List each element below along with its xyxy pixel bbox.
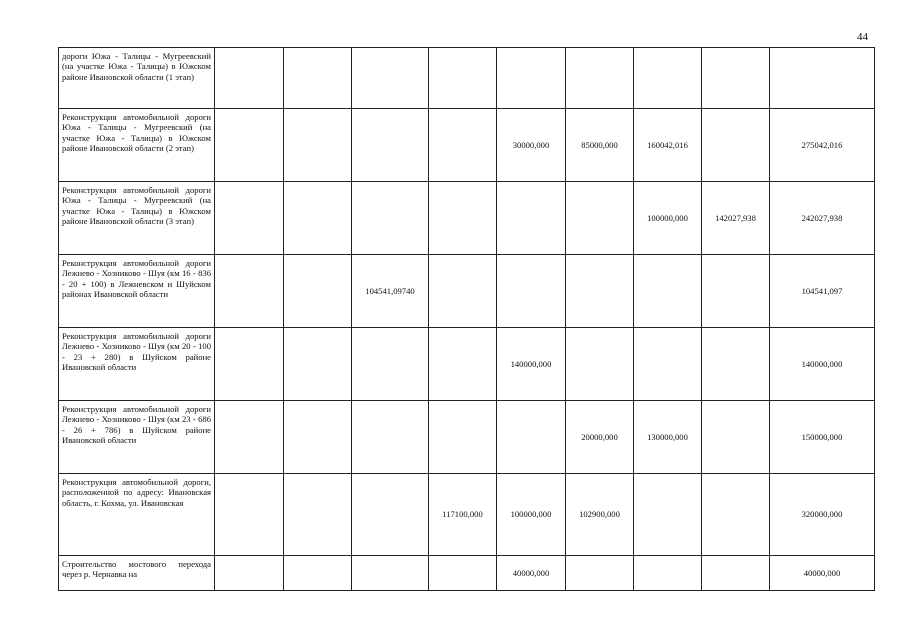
value-cell	[284, 109, 352, 182]
value-cell: 102900,000	[566, 474, 634, 556]
value-cell	[215, 255, 284, 328]
total-cell: 150000,000	[770, 401, 875, 474]
value-cell	[215, 401, 284, 474]
value-cell	[429, 182, 497, 255]
table-row	[59, 109, 875, 182]
value-cell	[429, 255, 497, 328]
value-cell	[284, 48, 352, 109]
value-cell	[566, 48, 634, 109]
total-cell: 242027,938	[770, 182, 875, 255]
value-cell: 100000,000	[497, 474, 566, 556]
total-cell	[770, 48, 875, 109]
value-cell	[284, 182, 352, 255]
value-cell: 117100,000	[429, 474, 497, 556]
value-cell	[352, 109, 429, 182]
value-cell	[352, 401, 429, 474]
project-name-cell: Реконструкция автомобильной дороги Южа - Талицы - Мугреевский (на участке Южа - Талицы) в Южском районе Ивановской области (3 этап)	[59, 182, 215, 255]
budget-table	[58, 47, 875, 591]
table-row	[59, 401, 875, 474]
table-row	[59, 328, 875, 401]
value-cell	[284, 328, 352, 401]
value-cell	[702, 328, 770, 401]
value-cell	[352, 474, 429, 556]
value-cell	[284, 556, 352, 591]
project-name-cell: Реконструкция автомобильной дороги Южа - Талицы - Мугреевский (на участке Южа - Талицы) в Южском районе Ивановской области (2 этап)	[59, 109, 215, 182]
total-cell: 140000,000	[770, 328, 875, 401]
value-cell	[497, 255, 566, 328]
project-name-cell: дороги Южа - Талицы - Мугреевский (на участке Южа - Талицы) в Южском районе Ивановской области (1 этап)	[59, 48, 215, 109]
value-cell	[566, 328, 634, 401]
value-cell	[634, 474, 702, 556]
project-name-cell: Реконструкция автомобильной дороги, расположенной по адресу: Ивановская область, г. Кохма, ул. Ивановская	[59, 474, 215, 556]
value-cell	[352, 48, 429, 109]
value-cell: 20000,000	[566, 401, 634, 474]
value-cell: 160042,016	[634, 109, 702, 182]
total-cell: 40000,000	[770, 556, 875, 591]
value-cell	[352, 182, 429, 255]
value-cell	[215, 109, 284, 182]
value-cell	[566, 255, 634, 328]
value-cell	[429, 109, 497, 182]
table-row	[59, 48, 875, 109]
value-cell	[634, 255, 702, 328]
value-cell: 142027,938	[702, 182, 770, 255]
table-row	[59, 556, 875, 591]
value-cell	[215, 556, 284, 591]
table-row	[59, 474, 875, 556]
value-cell	[566, 182, 634, 255]
value-cell	[702, 255, 770, 328]
value-cell	[702, 401, 770, 474]
value-cell	[284, 401, 352, 474]
total-cell: 320000,000	[770, 474, 875, 556]
page-number: 44	[857, 31, 868, 43]
value-cell	[215, 182, 284, 255]
value-cell	[429, 556, 497, 591]
table-row	[59, 182, 875, 255]
value-cell	[634, 328, 702, 401]
value-cell	[702, 109, 770, 182]
value-cell	[215, 474, 284, 556]
value-cell	[215, 48, 284, 109]
value-cell	[352, 556, 429, 591]
project-name-cell: Строительство мостового перехода через р. Чернавка на	[59, 556, 215, 591]
value-cell: 140000,000	[497, 328, 566, 401]
value-cell	[497, 182, 566, 255]
value-cell: 104541,09740	[352, 255, 429, 328]
project-name-cell: Реконструкция автомобильной дороги Лежнево - Хозниково - Шуя (км 20 - 100 - 23 + 280) в Шуйском районе Ивановской области	[59, 328, 215, 401]
value-cell	[215, 328, 284, 401]
value-cell	[702, 474, 770, 556]
value-cell: 85000,000	[566, 109, 634, 182]
value-cell	[702, 556, 770, 591]
project-name-cell: Реконструкция автомобильной дороги Лежнево - Хозниково - Шуя (км 16 - 836 - 20 + 100) в Лежневском и Шуйском районах Ивановской области	[59, 255, 215, 328]
value-cell	[284, 474, 352, 556]
value-cell	[634, 556, 702, 591]
value-cell	[634, 48, 702, 109]
value-cell	[429, 401, 497, 474]
project-name-cell: Реконструкция автомобильной дороги Лежнево - Хозниково - Шуя (км 23 - 686 - 26 + 786) в Шуйском районе Ивановской области	[59, 401, 215, 474]
value-cell	[429, 48, 497, 109]
value-cell: 100000,000	[634, 182, 702, 255]
value-cell: 40000,000	[497, 556, 566, 591]
value-cell: 30000,000	[497, 109, 566, 182]
value-cell	[702, 48, 770, 109]
value-cell	[352, 328, 429, 401]
value-cell	[497, 48, 566, 109]
value-cell	[284, 255, 352, 328]
value-cell: 130000,000	[634, 401, 702, 474]
table-row	[59, 255, 875, 328]
total-cell: 104541,097	[770, 255, 875, 328]
total-cell: 275042,016	[770, 109, 875, 182]
value-cell	[497, 401, 566, 474]
value-cell	[429, 328, 497, 401]
value-cell	[566, 556, 634, 591]
